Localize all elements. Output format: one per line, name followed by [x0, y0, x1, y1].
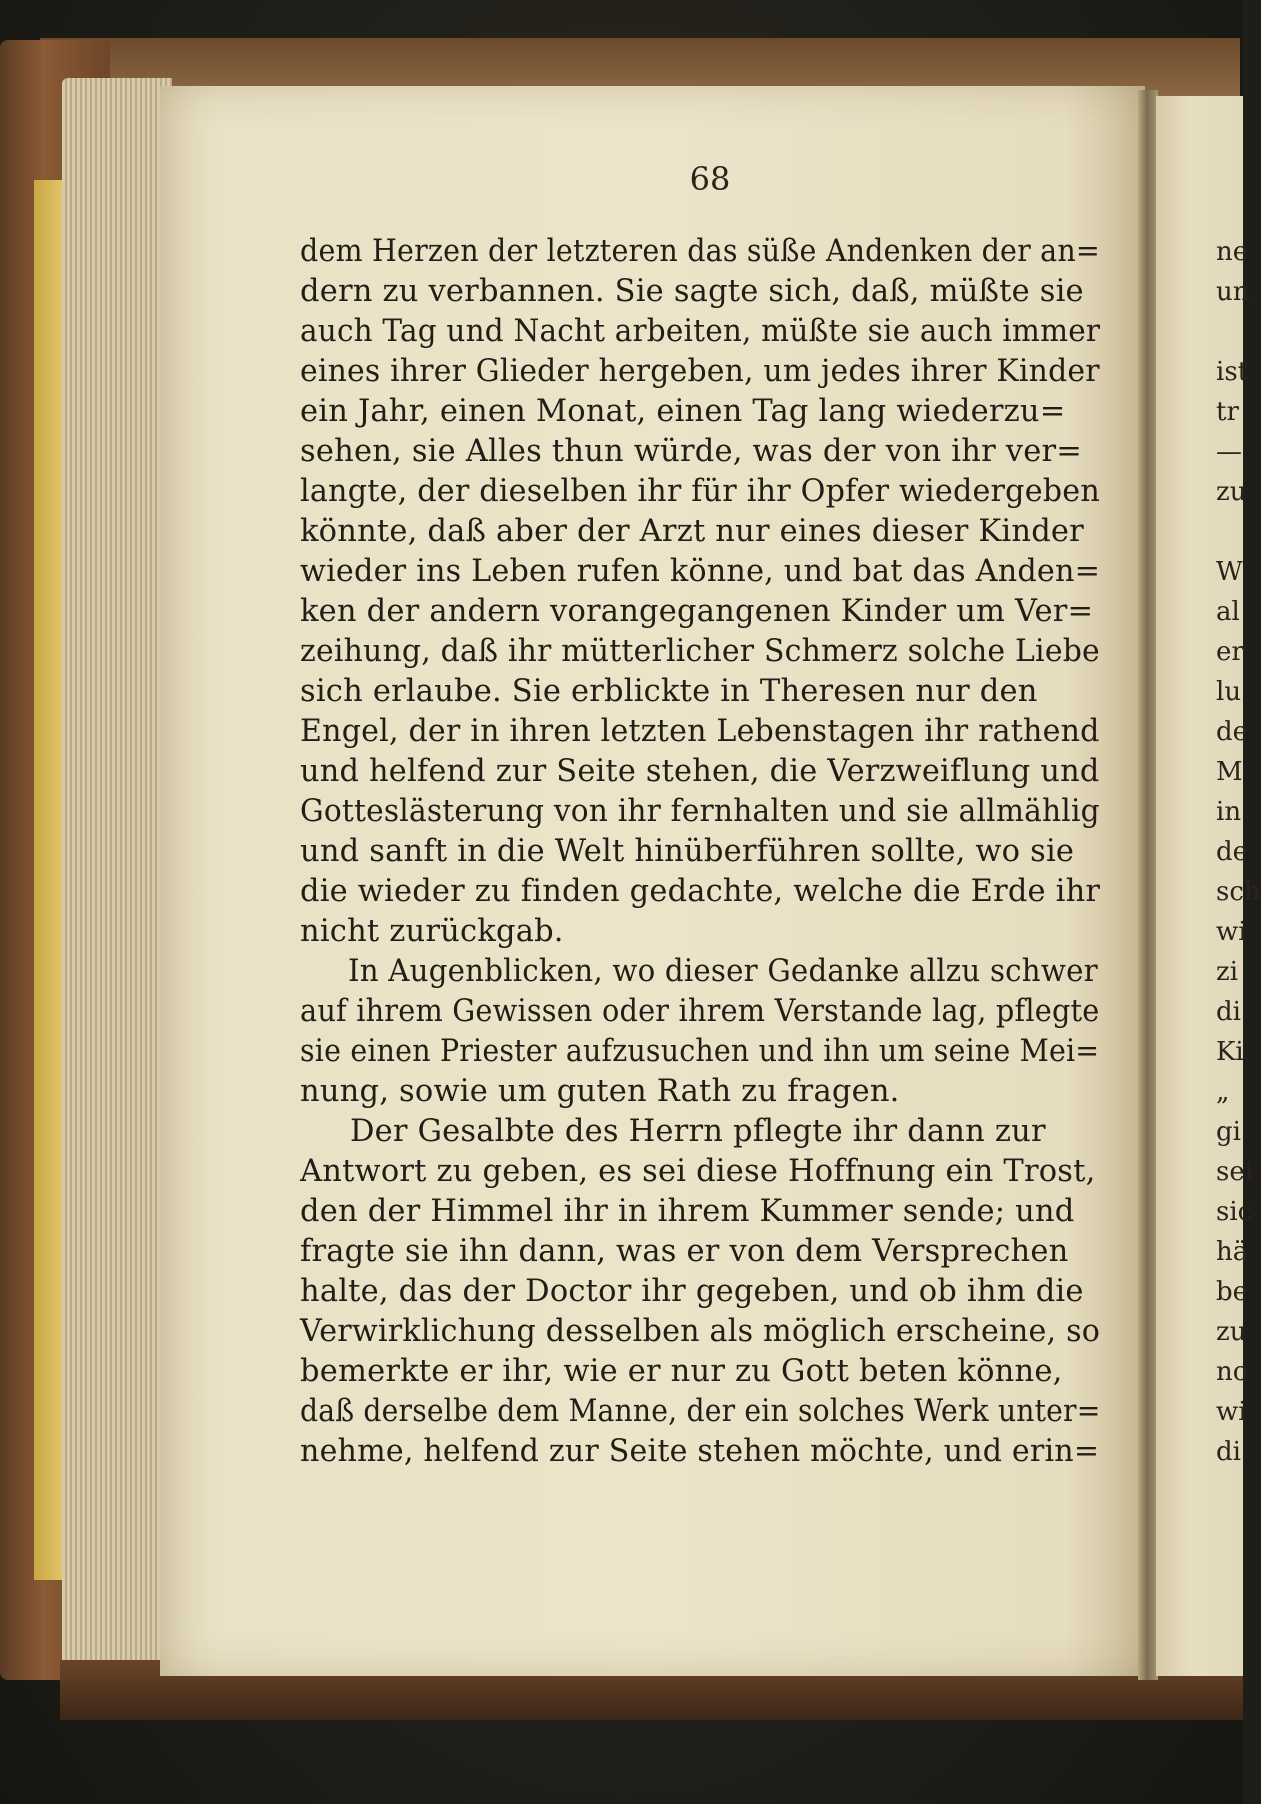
- right-page-fragment: wi: [1216, 917, 1247, 947]
- text-line: dern zu verbannen. Sie sagte sich, daß, müßte sie: [300, 274, 1084, 309]
- right-page-fragment: zu: [1216, 1317, 1247, 1347]
- text-line: sehen, sie Alles thun würde, was der von ihr ver=: [300, 434, 1082, 469]
- text-line: zeihung, daß ihr mütterlicher Schmerz solche Liebe: [300, 634, 1100, 669]
- right-page-fragment: sch: [1216, 877, 1261, 907]
- text-line: In Augenblicken, wo dieser Gedanke allzu schwer: [348, 954, 1098, 989]
- text-line: fragte sie ihn dann, was er von dem Versprechen: [300, 1234, 1069, 1269]
- text-line: Der Gesalbte des Herrn pflegte ihr dann zur: [350, 1114, 1046, 1149]
- right-page-fragment: zi: [1216, 957, 1239, 987]
- text-line: die wieder zu finden gedachte, welche die Erde ihr: [300, 874, 1101, 909]
- right-page-fragment: in: [1216, 797, 1242, 827]
- right-page-fragment: tr: [1216, 397, 1239, 427]
- right-page-fragment: no: [1216, 1357, 1249, 1387]
- right-page-fragment: ist: [1216, 357, 1249, 387]
- right-page-fragment: ne: [1216, 237, 1249, 267]
- right-page-fragment: sic: [1216, 1197, 1253, 1227]
- right-page-fragment: „: [1216, 1077, 1230, 1107]
- text-line: auf ihrem Gewissen oder ihrem Verstande lag, pflegte: [300, 994, 1100, 1029]
- right-page-fragment: un: [1216, 277, 1250, 307]
- text-line: und sanft in die Welt hinüberführen sollte, wo sie: [300, 834, 1075, 869]
- text-line: dem Herzen der letzteren das süße Andenken der an=: [300, 234, 1100, 269]
- right-page-fragment: gi: [1216, 1117, 1241, 1147]
- right-page-fragment: lu: [1216, 677, 1242, 707]
- book-gutter: [1138, 90, 1158, 1680]
- right-page-fragment: de: [1216, 837, 1249, 867]
- right-page-fragment: er: [1216, 637, 1244, 667]
- right-page-fragment: [1216, 312, 1243, 352]
- text-line: sie einen Priester aufzusuchen und ihn um seine Mei=: [300, 1034, 1100, 1069]
- text-line: bemerkte er ihr, wie er nur zu Gott beten könne,: [300, 1354, 1063, 1389]
- text-line: wieder ins Leben rufen könne, und bat das Anden=: [300, 554, 1101, 589]
- book-edge-strip: [34, 180, 62, 1580]
- right-page-fragment: Ki: [1216, 1037, 1244, 1067]
- text-line: auch Tag und Nacht arbeiten, müßte sie auch immer: [300, 314, 1101, 349]
- text-line: nehme, helfend zur Seite stehen möchte, und erin=: [300, 1434, 1100, 1469]
- right-page-fragment: [1216, 512, 1243, 552]
- right-page-text: [1216, 232, 1261, 1472]
- right-page-fragment: W: [1216, 557, 1243, 587]
- right-page-fragment: sei: [1216, 1157, 1254, 1187]
- text-line: nung, sowie um guten Rath zu fragen.: [300, 1074, 900, 1109]
- text-line: Verwirklichung desselben als möglich erscheine, so: [300, 1314, 1101, 1349]
- text-line: langte, der dieselben ihr für ihr Opfer wiedergeben: [300, 474, 1101, 509]
- text-line: daß derselbe dem Manne, der ein solches Werk unter=: [300, 1394, 1101, 1429]
- text-line: nicht zurückgab.: [300, 914, 564, 949]
- text-line: den der Himmel ihr in ihrem Kummer sende; und: [300, 1194, 1075, 1229]
- text-line: könnte, daß aber der Arzt nur eines dieser Kinder: [300, 514, 1084, 549]
- text-line: ken der andern vorangegangenen Kinder um Ver=: [300, 594, 1094, 629]
- text-line: eines ihrer Glieder hergeben, um jedes ihrer Kinder: [300, 354, 1100, 389]
- text-line: sich erlaube. Sie erblickte in Theresen nur den: [300, 674, 1038, 709]
- page-stack: [62, 78, 172, 1678]
- right-page-fragment: M: [1216, 757, 1243, 787]
- right-page-fragment: wi: [1216, 1397, 1247, 1427]
- right-page-fragment: zu: [1216, 477, 1247, 507]
- right-page-fragment: di: [1216, 997, 1241, 1027]
- text-line: Antwort zu geben, es sei diese Hoffnung ein Trost,: [300, 1154, 1096, 1189]
- right-page-fragment: —: [1216, 437, 1242, 467]
- text-line: und helfend zur Seite stehen, die Verzweiflung und: [300, 754, 1100, 789]
- right-page-fragment: de: [1216, 717, 1249, 747]
- right-page-fragment: be: [1216, 1277, 1249, 1307]
- page-number: 68: [689, 160, 731, 198]
- text-line: halte, das der Doctor ihr gegeben, und ob ihm die: [300, 1274, 1084, 1309]
- text-line: Engel, der in ihren letzten Lebenstagen ihr rathend: [300, 714, 1100, 749]
- body-text: [300, 232, 1100, 1472]
- text-line: Gotteslästerung von ihr fernhalten und sie allmählig: [300, 794, 1100, 829]
- text-line: ein Jahr, einen Monat, einen Tag lang wiederzu=: [300, 394, 1066, 429]
- right-page-fragment: di: [1216, 1437, 1241, 1467]
- right-page-fragment: al: [1216, 597, 1240, 627]
- right-page-fragment: hä: [1216, 1237, 1249, 1267]
